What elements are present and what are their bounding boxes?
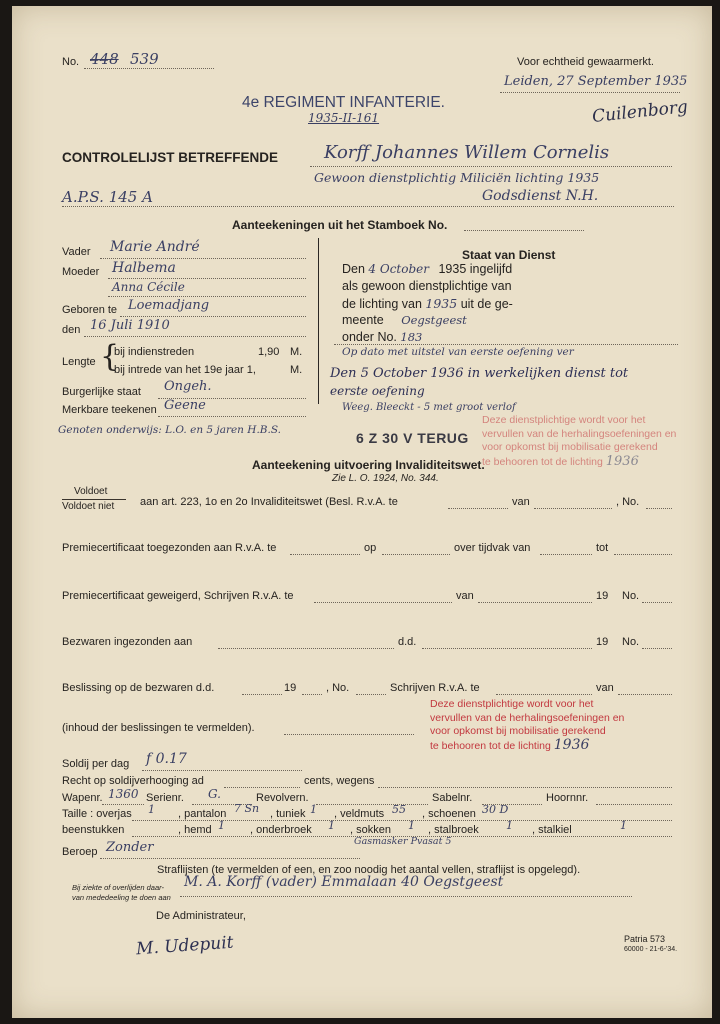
art-line-2 — [534, 508, 612, 509]
lengte1-value: 1,90 — [258, 346, 280, 358]
beslissing-line-3 — [356, 694, 386, 695]
overjas-value: 1 — [148, 803, 155, 816]
veldmuts-value: 55 — [392, 803, 406, 816]
patria: Patria 573 — [624, 934, 666, 944]
revolver-label: Revolvern. — [256, 792, 309, 804]
premie1-tot: tot — [596, 542, 609, 554]
premie1-line-4 — [614, 554, 672, 555]
bezwaren-dd: d.d. — [398, 636, 417, 648]
status-line: Gewoon dienstplichtig Miliciën lichting 1935 — [314, 170, 600, 185]
premie2-van: van — [456, 590, 474, 602]
stamp2-lichting-label: te behooren tot de lichting — [430, 739, 551, 752]
beslissing-line-5 — [618, 694, 672, 695]
stamp2-line-4 — [430, 736, 624, 754]
stamp1-line-2: vervullen van de herhalingsoefeningen en — [482, 427, 677, 440]
geboren-label: Geboren te — [62, 304, 118, 316]
inhoud-line — [284, 734, 414, 735]
reference: A.P.S. 145 A — [62, 188, 153, 206]
premie1-line-2 — [382, 554, 450, 555]
beslissing-van: van — [596, 682, 614, 694]
premie1-line-1 — [290, 554, 360, 555]
staat-note-4: Weeg. Bleeckt - 5 met groot verlof — [342, 402, 516, 413]
staat-no-label: onder No. — [342, 330, 397, 344]
stamboek-line — [464, 230, 584, 231]
lichting-stamp-2 — [430, 698, 624, 753]
schoenen-label: , schoenen — [422, 808, 476, 820]
stalkiel-label: , stalkiel — [532, 824, 572, 836]
no-line — [84, 68, 214, 69]
lichting-stamp-1 — [482, 414, 676, 469]
stalbroek-value: 1 — [506, 819, 513, 832]
column-divider — [318, 238, 319, 404]
premie1-tijdvak: over tijdvak van — [454, 542, 531, 554]
no-value: 539 — [130, 50, 159, 68]
inhoud-label: (inhoud der beslissingen te vermelden). — [62, 722, 255, 734]
beenstukken-label: beenstukken — [62, 824, 125, 836]
staat-den: Den — [342, 262, 365, 276]
staat-line-2: als gewoon dienstplichtige van — [342, 279, 512, 293]
stamp2-year: 1936 — [553, 736, 590, 753]
staat-date: 4 October — [368, 262, 429, 276]
staat-gemeente-pre: uit de ge- — [460, 297, 513, 311]
lengte-brace: { — [100, 339, 120, 374]
date-line — [500, 92, 680, 93]
beslissing-line-1 — [242, 694, 282, 695]
bezwaren-19: 19 — [596, 636, 609, 648]
ziekte-line-1: Bij ziekte of overlijden daar- — [72, 883, 164, 892]
place-date: Leiden, 27 September 1935 — [504, 74, 688, 89]
recht-line-2 — [378, 787, 672, 788]
premie1-op: op — [364, 542, 377, 554]
print-code: 60000 - 21-6-'34. — [624, 946, 678, 953]
premie2-19: 19 — [596, 590, 609, 602]
no-label: No. — [62, 56, 80, 68]
administrateur-label: De Administrateur, — [156, 910, 246, 922]
straflijsten: Straflijsten (te vermelden of een, en zoo noodig het aantal vellen, straflijst is opgelegd). — [157, 864, 581, 876]
veldmuts-label: , veldmuts — [334, 808, 385, 820]
hemd-label: , hemd — [178, 824, 212, 836]
revolver-line — [316, 804, 428, 805]
onderbroek-value: 1 — [328, 819, 335, 832]
schoenen-value: 30 D — [482, 803, 509, 816]
premie2-line-3 — [642, 602, 672, 603]
tuniek-value: 1 — [310, 803, 317, 816]
tuniek-label: , tuniek — [270, 808, 306, 820]
recht-label: Recht op soldijverhooging ad — [62, 775, 204, 787]
staat-year: 1935 — [438, 262, 467, 276]
pantalon-label: , pantalon — [178, 808, 227, 820]
onderbroek-label: , onderbroek — [250, 824, 312, 836]
beslissing-schrijven: Schrijven R.v.A. te — [390, 682, 480, 694]
beroep-line — [100, 858, 360, 859]
staat-note-2: Den 5 October 1936 in werkelijken dienst tot — [330, 366, 629, 381]
bezwaren-line-1 — [218, 648, 394, 649]
burger-value: Ongeh. — [164, 379, 212, 394]
serie-label: Serienr. — [146, 792, 184, 804]
no-struck: 448 — [90, 50, 119, 68]
beslissing-line-4 — [496, 694, 592, 695]
bezwaren-label: Bezwaren ingezonden aan — [62, 636, 193, 648]
religion: Godsdienst N.H. — [482, 188, 599, 204]
hemd-value: 1 — [218, 819, 225, 832]
staat-line-1 — [342, 262, 512, 276]
terug-stamp: 6 Z 30 V TERUG — [356, 430, 469, 446]
premie1-label: Premiecertificaat toegezonden aan R.v.A. te — [62, 542, 277, 554]
merk-label: Merkbare teekenen — [62, 404, 157, 416]
moeder-line — [108, 278, 306, 279]
den-value: 16 Juli 1910 — [90, 318, 170, 333]
vader-line — [100, 258, 306, 259]
den-label: den — [62, 324, 81, 336]
sokken-value: 1 — [408, 819, 415, 832]
stalkiel-value: 1 — [620, 819, 627, 832]
administrateur-signature: M. Udepuit — [135, 932, 235, 960]
bezwaren-line-3 — [642, 648, 672, 649]
beslissing-19: 19 — [284, 682, 297, 694]
merk-value: Geene — [164, 398, 206, 413]
stalbroek-label: , stalbroek — [428, 824, 479, 836]
beslissing-line-2 — [302, 694, 322, 695]
ziekte-line-2: van mededeeling te doen aan — [72, 893, 171, 902]
staat-ingelijfd: ingelijfd — [469, 262, 513, 276]
moeder-value: Halbema — [112, 260, 176, 276]
stamp1-line-1: Deze dienstplichtige wordt voor het — [482, 414, 646, 426]
wapen-line — [102, 804, 144, 805]
geboren-line — [120, 316, 306, 317]
lengte-label: Lengte — [62, 356, 96, 368]
soldij-label: Soldij per dag — [62, 758, 130, 770]
taille-label: Taille : overjas — [62, 808, 132, 820]
stamp1-year: 1936 — [605, 453, 639, 469]
regiment-code: 1935-II-161 — [308, 111, 380, 125]
hoorn-label: Hoornnr. — [546, 792, 589, 804]
staat-meente: meente — [342, 313, 384, 327]
beroep-label: Beroep — [62, 846, 98, 858]
staat-line-sep — [334, 344, 678, 345]
voldoet-label: Voldoet — [74, 486, 108, 497]
art-no: , No. — [616, 496, 640, 508]
contact-value: M. A. Korff (vader) Emmalaan 40 Oegstgeest — [184, 874, 504, 890]
sokken-label: , sokken — [350, 824, 391, 836]
stamp1-lichting-label: te behooren tot de lichting — [482, 455, 603, 468]
staat-heading: Staat van Dienst — [462, 248, 556, 262]
bezwaren-line-2 — [422, 648, 592, 649]
wapen-label: Wapenr. — [62, 792, 103, 804]
stamp2-line-3: voor opkomst bij mobilisatie gerekend — [430, 725, 606, 737]
authentic-label: Voor echtheid gewaarmerkt. — [517, 56, 654, 68]
art-line-1 — [448, 508, 508, 509]
merk-line — [158, 416, 306, 417]
staat-lichting-label: de lichting van — [342, 297, 422, 311]
moeder2-line — [108, 296, 306, 297]
lengte2-label: bij intrede van het 19e jaar 1, — [114, 364, 256, 376]
premie1-line-3 — [540, 554, 592, 555]
staat-line-3 — [342, 296, 513, 311]
staat-line-4 — [342, 313, 467, 327]
stamp2-line-2: vervullen van de herhalingsoefeningen en — [430, 711, 625, 724]
burger-label: Burgerlijke staat — [62, 386, 141, 398]
stamboek-heading: Aanteekeningen uit het Stamboek No. — [232, 218, 448, 232]
wapen-value: 1360 — [108, 787, 139, 801]
contact-line — [180, 896, 632, 897]
gasmasker-note: Gasmasker Pvasat 5 — [354, 836, 452, 847]
serie-value: G. — [208, 787, 221, 801]
premie2-no: No. — [622, 590, 640, 602]
voldoet-niet-label: Voldoet niet — [62, 501, 115, 512]
staat-lichting-year: 1935 — [425, 296, 458, 311]
geboren-value: Loemadjang — [128, 298, 210, 313]
soldij-line — [142, 770, 302, 771]
lengte1-unit: M. — [290, 346, 303, 358]
premie2-line-1 — [314, 602, 452, 603]
invaliditeit-heading: Aanteekening uitvoering Invaliditeitswet. — [252, 458, 485, 472]
lengte2-unit: M. — [290, 364, 303, 376]
voldoet-rule — [62, 499, 126, 500]
ref-line — [62, 206, 674, 207]
soldij-value: f 0.17 — [146, 751, 187, 767]
beroep-value: Zonder — [106, 840, 154, 855]
header-signature: Cuilenborg — [591, 97, 689, 127]
recht-cents: cents, wegens — [304, 775, 375, 787]
art-label: aan art. 223, 1o en 2o Invaliditeitswet (Besl. R.v.A. te — [140, 496, 398, 508]
taille-line — [132, 820, 672, 821]
bezwaren-no: No. — [622, 636, 640, 648]
vader-value: Marie André — [110, 239, 200, 255]
moeder-label: Moeder — [62, 266, 100, 278]
sabel-label: Sabelnr. — [432, 792, 473, 804]
staat-note-3: eerste oefening — [330, 384, 425, 398]
recht-line — [224, 787, 300, 788]
beslissing-no: , No. — [326, 682, 350, 694]
moeder-value-2: Anna Cécile — [112, 280, 185, 294]
art-line-3 — [646, 508, 672, 509]
premie2-label: Premiecertificaat geweigerd, Schrijven R.v.A. te — [62, 590, 294, 602]
title: CONTROLELIJST BETREFFENDE — [62, 150, 279, 165]
lengte1-label: bij indienstreden — [114, 346, 195, 358]
document-sheet — [12, 6, 712, 1018]
art-van: van — [512, 496, 530, 508]
person-name: Korff Johannes Willem Cornelis — [324, 142, 610, 163]
premie2-line-2 — [478, 602, 592, 603]
staat-gemeente: Oegstgeest — [401, 313, 467, 327]
den-line — [84, 336, 306, 337]
staat-note-1: Op dato met uitstel van eerste oefening ver — [342, 346, 574, 358]
pantalon-value: 7 Sn — [234, 802, 260, 815]
name-line — [310, 166, 672, 167]
beslissing-label: Beslissing op de bezwaren d.d. — [62, 682, 215, 694]
onderwijs: Genoten onderwijs: L.O. en 5 jaren H.B.S. — [58, 424, 281, 436]
staat-no-value: 183 — [400, 330, 423, 344]
regiment: 4e REGIMENT INFANTERIE. — [242, 94, 445, 111]
staat-line-5 — [342, 330, 422, 344]
stamp1-line-4 — [482, 455, 676, 470]
hoorn-line — [596, 804, 672, 805]
stamp2-line-1: Deze dienstplichtige wordt voor het — [430, 698, 594, 710]
invaliditeit-sub: Zie L. O. 1924, No. 344. — [332, 473, 439, 484]
vader-label: Vader — [62, 246, 91, 258]
stamp1-line-3: voor opkomst bij mobilisatie gerekend — [482, 441, 658, 453]
